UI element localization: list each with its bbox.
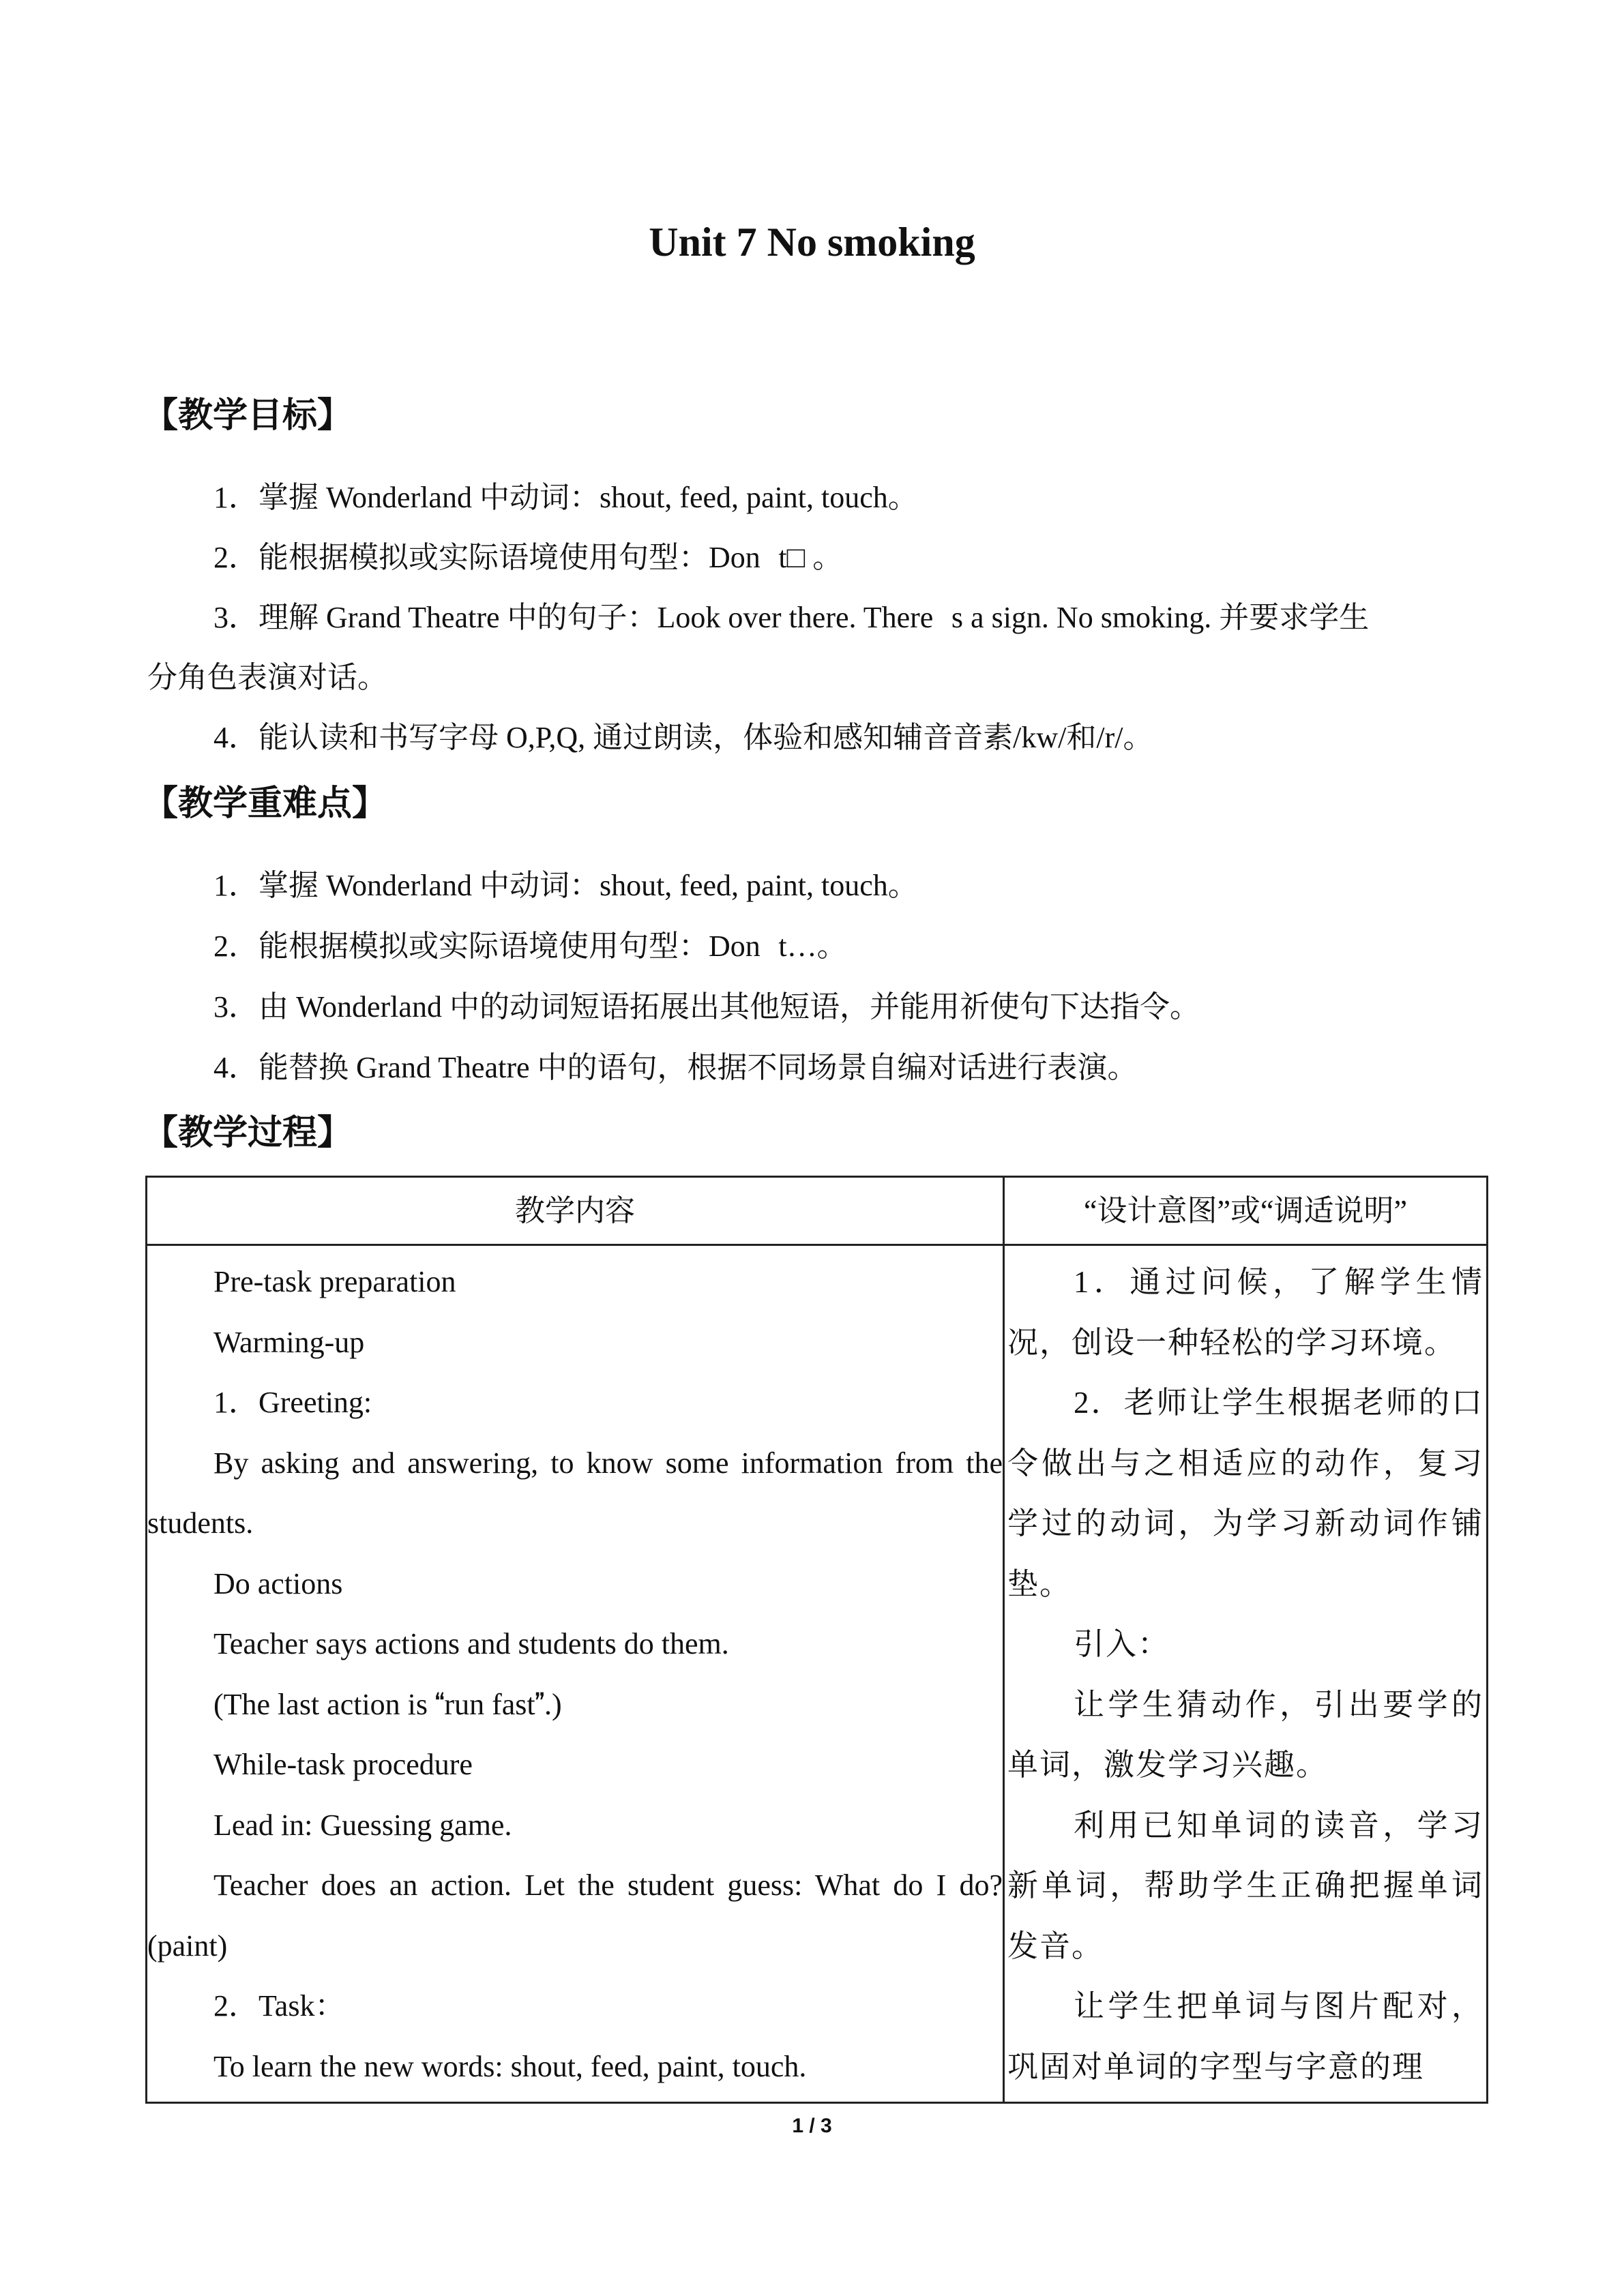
objective-line-3-continued: 分角色表演对话。: [147, 661, 387, 694]
key-point-line-1: 1．掌握 Wonderland 中动词：shout, feed, paint, touch。: [213, 869, 918, 902]
intent-paragraph: 利用已知单词的读音，学习新单词，帮助学生正确把握单词发音。: [1007, 1808, 1483, 1963]
content-paragraph: 1．Greeting:: [213, 1386, 372, 1419]
content-paragraph: Lead in: Guessing game.: [213, 1808, 512, 1842]
content-paragraph: Teacher does an action. Let the student guess: What do I do? (paint): [147, 1868, 1003, 1963]
table-header-row: [147, 1177, 1488, 1245]
key-point-line-3: 3．由 Wonderland 中的动词短语拓展出其他短语，并能用祈使句下达指令。: [213, 990, 1200, 1024]
design-intent-cell: [1004, 1245, 1488, 2103]
objectives-heading: 【教学目标】: [143, 396, 353, 436]
content-paragraph: While-task procedure: [213, 1748, 473, 1781]
intent-paragraph: 让学生把单词与图片配对，巩固对单词的字型与字意的理: [1007, 1989, 1483, 2084]
key-points-heading: 【教学重难点】: [143, 784, 387, 824]
key-point-line-4: 4．能替换 Grand Theatre 中的语句，根据不同场景自编对话进行表演。: [213, 1051, 1138, 1084]
content-paragraph: Warming-up: [213, 1325, 365, 1359]
content-paragraph: By asking and answering, to know some information from the students.: [147, 1446, 1003, 1540]
intent-paragraph: 2．老师让学生根据老师的口令做出与之相适应的动作，复习学过的动词，为学习新动词作铺垫。: [1007, 1386, 1483, 1601]
objective-line-4: 4．能认读和书写字母 O,P,Q, 通过朗读，体验和感知辅音音素/kw/和/r/。: [213, 721, 1153, 754]
content-paragraph: 2．Task：: [213, 1989, 345, 2023]
table-row: [147, 1245, 1488, 2103]
intent-paragraph: 让学生猜动作，引出要学的单词，激发学习兴趣。: [1007, 1687, 1483, 1782]
intent-paragraph: 引入：: [1074, 1627, 1170, 1661]
content-paragraph: (The last action is run fast.): [213, 1687, 562, 1721]
page-number: 1 / 3: [792, 2115, 832, 2137]
teaching-process-table: [145, 1176, 1488, 2104]
key-point-line-2: 2．能根据模拟或实际语境使用句型：Dont…。: [213, 929, 847, 963]
page-title: Unit 7 No smoking: [649, 220, 975, 265]
objective-line-1: 1．掌握 Wonderland 中动词：shout, feed, paint, touch。: [213, 481, 918, 514]
objective-line-3: 3．理解 Grand Theatre 中的句子：Look over there. Theres a sign. No smoking. 并要求学生: [213, 601, 1370, 634]
content-paragraph: To learn the new words: shout, feed, paint, touch.: [213, 2049, 807, 2083]
header-teaching-content: 教学内容: [147, 1177, 1004, 1245]
objective-line-2: 2．能根据模拟或实际语境使用句型：Dont□ 。: [213, 541, 843, 574]
content-paragraph: Pre-task preparation: [213, 1265, 456, 1298]
header-design-intent: “设计意图”或“调适说明”: [1004, 1177, 1488, 1245]
content-paragraph: Do actions: [213, 1566, 343, 1600]
intent-paragraph: 1．通过问候，了解学生情况，创设一种轻松的学习环境。: [1007, 1265, 1483, 1360]
content-paragraph: Teacher says actions and students do them.: [213, 1627, 729, 1660]
process-heading: 【教学过程】: [143, 1113, 353, 1153]
teaching-content-cell: [147, 1245, 1004, 2103]
